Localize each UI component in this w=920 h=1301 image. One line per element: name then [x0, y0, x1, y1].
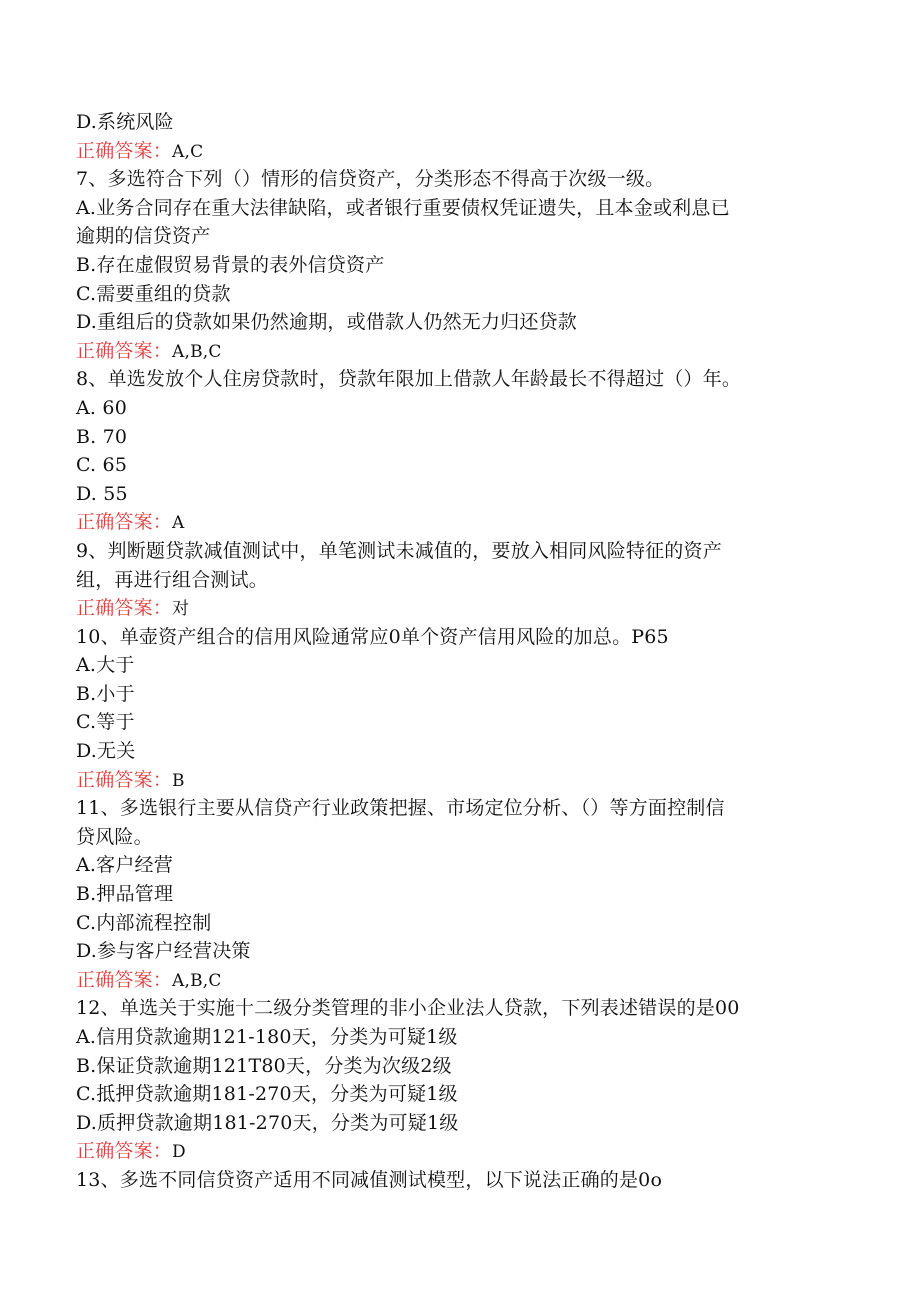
text-line: D.重组后的贷款如果仍然逾期，或借款人仍然无力归还贷款 — [76, 311, 577, 334]
text-line: D.参与客户经营决策 — [76, 940, 251, 963]
answer-line — [76, 766, 836, 795]
text-line: 逾期的信贷资产 — [76, 225, 211, 248]
answer-value: B — [172, 770, 185, 791]
text-line: D.系统风险 — [76, 111, 174, 133]
text-line: B. 70 — [76, 425, 128, 448]
answer-value: 对 — [172, 599, 190, 620]
text-line: B.保证贷款逾期121T80天，分类为次级2级 — [76, 1054, 452, 1077]
text-line: C.内部流程控制 — [76, 911, 212, 934]
answer-line — [76, 508, 836, 537]
answer-value: A,B,C — [172, 341, 222, 362]
text-line: 10、单壶资产组合的信用风险通常应0单个资产信用风险的加总。P65 — [76, 625, 669, 648]
answer-line — [76, 137, 836, 166]
text-line: A.客户经营 — [76, 854, 173, 877]
answer-line — [76, 1137, 836, 1166]
text-line: 9、判断题贷款减值测试中，单笔测试未减值的，要放入相同风险特征的资产 — [76, 539, 722, 562]
text-line: A. 60 — [76, 396, 127, 419]
text-line: C.需要重组的贷款 — [76, 282, 231, 305]
text-line: A.大于 — [76, 654, 135, 677]
text-line: C.等于 — [76, 711, 135, 734]
text-line: 12、单选关于实施十二级分类管理的非小企业法人贷款，下列表述错误的是00 — [76, 997, 740, 1020]
document-page — [76, 108, 836, 1195]
text-line: 组，再进行组合测试。 — [76, 568, 269, 591]
text-line: C.抵押贷款逾期181-270天，分类为可疑1级 — [76, 1083, 458, 1106]
text-line: C. 65 — [76, 454, 128, 477]
answer-value: A,C — [172, 141, 204, 162]
text-line: D.无关 — [76, 740, 136, 763]
answer-label: 正确答案： — [76, 511, 173, 534]
text-line: 11、多选银行主要从信贷产行业政策把握、市场定位分析、（）等方面控制信 — [76, 797, 725, 820]
answer-value: D — [172, 1142, 186, 1163]
answer-label: 正确答案： — [76, 597, 173, 620]
text-line: 7、多选符合下列（）情形的信贷资产，分类形态不得高于次级一级。 — [76, 168, 665, 191]
answer-label: 正确答案： — [76, 1140, 173, 1163]
answer-label: 正确答案： — [76, 968, 173, 991]
answer-value: A — [172, 513, 185, 534]
text-line: A.信用贷款逾期121-180天，分类为可疑1级 — [76, 1026, 458, 1048]
answer-value: A,B,C — [172, 970, 222, 991]
answer-line — [76, 966, 836, 995]
text-line: 8、单选发放个人住房贷款时，贷款年限加上借款人年龄最长不得超过（）年。 — [76, 368, 742, 391]
text-line: B.存在虚假贸易背景的表外信贷资产 — [76, 253, 385, 276]
answer-label: 正确答案： — [76, 768, 173, 791]
text-line: B.押品管理 — [76, 883, 174, 906]
text-line: D. 55 — [76, 482, 128, 505]
text-line: A.业务合同存在重大法律缺陷，或者银行重要债权凭证遗失，且本金或利息已 — [76, 196, 730, 219]
text-line: 13、多选不同信贷资产适用不同减值测试模型，以下说法正确的是0o — [76, 1168, 663, 1191]
text-line: B.小于 — [76, 682, 135, 705]
answer-line — [76, 594, 836, 623]
text-line: D.质押贷款逾期181-270天，分类为可疑1级 — [76, 1111, 459, 1134]
answer-line — [76, 337, 836, 366]
answer-label: 正确答案： — [76, 139, 173, 162]
answer-label: 正确答案： — [76, 339, 173, 362]
text-line: 贷风险。 — [76, 825, 153, 848]
